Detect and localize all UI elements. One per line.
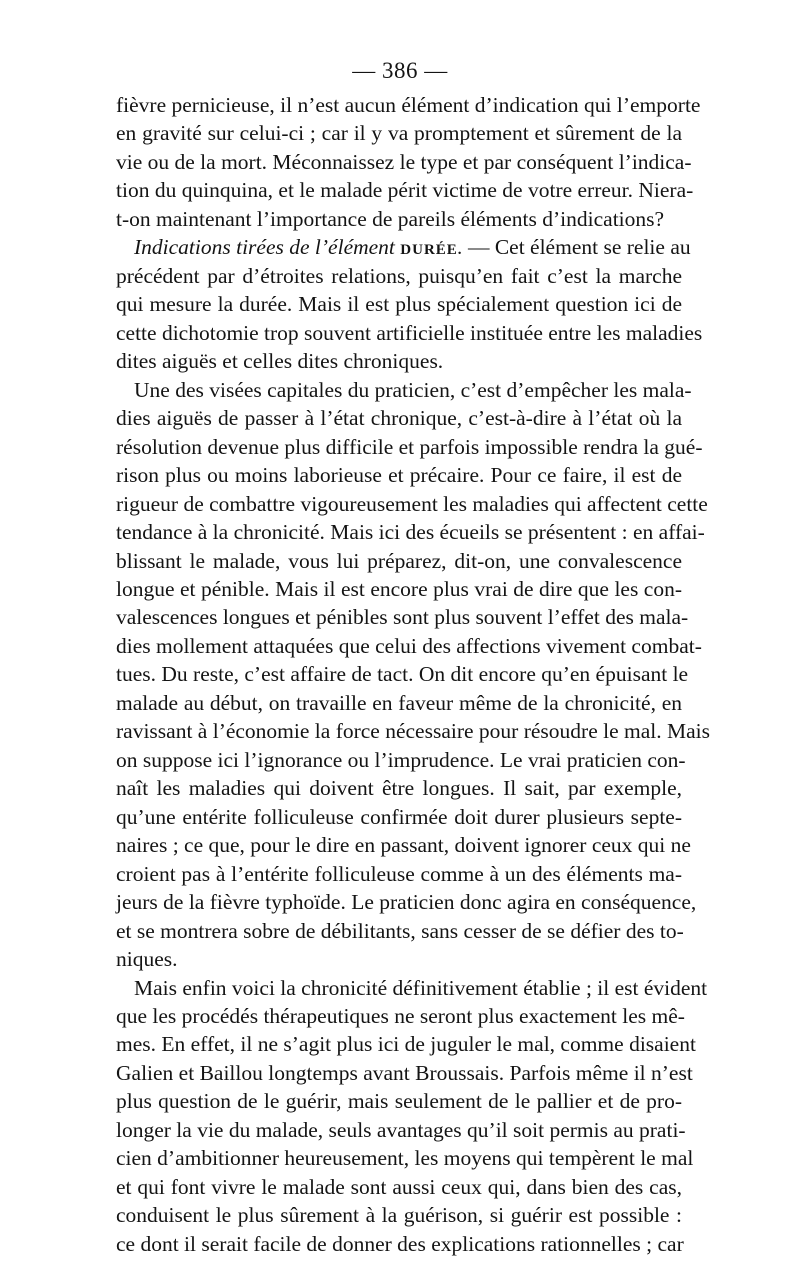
text-line: niques. (116, 947, 178, 972)
text-line: Mais enfin voici la chronicité définitivement établie ; il est évident (134, 975, 708, 1000)
text-line: Une des visées capitales du praticien, c’est d’empêcher les mala- (134, 377, 692, 402)
section-heading-keyword: DURÉE. (400, 242, 463, 259)
text-line: cette dichotomie trop souvent artificielle instituée entre les maladies (116, 320, 703, 345)
text-line: malade au début, on travaille en faveur même de la chronicité, en (116, 690, 682, 715)
section-heading-rest: — Cet élément se relie au (467, 235, 691, 260)
text-line: et qui font vivre le malade sont aussi ceux qui, dans bien des cas, (116, 1174, 682, 1199)
text-line: dies aiguës de passer à l’état chronique, c’est-à-dire à l’état où la (116, 406, 682, 431)
text-line: naît les maladies qui doivent être longues. Il sait, par exemple, (116, 776, 682, 801)
text-line: croient pas à l’entérite folliculeuse comme à un des éléments ma- (116, 861, 682, 886)
body-text (116, 91, 710, 1258)
text-line: précédent par d’étroites relations, puisqu’en fait c’est la marche (116, 263, 682, 288)
text-line: fièvre pernicieuse, il n’est aucun élément d’indication qui l’emporte (116, 93, 701, 117)
text-line: longer la vie du malade, seuls avantages qu’il soit permis au prati- (116, 1117, 686, 1142)
text-line: qui mesure la durée. Mais il est plus spécialement question ici de (116, 292, 682, 317)
text-line: et se montrera sobre de débilitants, sans cesser de se défier des to- (116, 918, 684, 943)
text-line: mes. En effet, il ne s’agit plus ici de juguler le mal, comme disaient (116, 1032, 696, 1057)
text-line: dites aiguës et celles dites chroniques. (116, 349, 444, 374)
text-line: on suppose ici l’ignorance ou l’imprudence. Le vrai praticien con- (116, 747, 686, 772)
text-line: tues. Du reste, c’est affaire de tact. On dit encore qu’en épuisant le (116, 662, 689, 687)
text-line: rison plus ou moins laborieuse et précaire. Pour ce faire, il est de (116, 463, 682, 488)
text-line: qu’une entérite folliculeuse confirmée doit durer plusieurs septe- (116, 804, 682, 829)
text-line: tendance à la chronicité. Mais ici des écueils se présentent : en affai- (116, 520, 705, 545)
text-line: en gravité sur celui-ci ; car il y va promptement et sûrement de la (116, 121, 682, 146)
page-number: — 386 — (352, 58, 448, 83)
text-line: cien d’ambitionner heureusement, les moyens qui tempèrent le mal (116, 1146, 694, 1171)
text-line: jeurs de la fièvre typhoïde. Le praticien donc agira en conséquence, (116, 890, 697, 915)
text-line: ce dont il serait facile de donner des explications rationnelles ; car (116, 1231, 684, 1256)
text-line: Galien et Baillou longtemps avant Broussais. Parfois même il n’est (116, 1060, 693, 1085)
text-line: dies mollement attaquées que celui des affections vivement combat- (116, 633, 702, 658)
text-line: tion du quinquina, et le malade périt victime de votre erreur. Niera- (116, 178, 694, 203)
text-line: blissant le malade, vous lui préparez, dit-on, une convalescence (116, 548, 682, 573)
text-line: naires ; ce que, pour le dire en passant, doivent ignorer ceux qui ne (116, 833, 691, 858)
text-line: résolution devenue plus difficile et parfois impossible rendra la gué- (116, 434, 703, 459)
text-line: valescences longues et pénibles sont plus souvent l’effet des mala- (116, 605, 689, 630)
text-line: vie ou de la mort. Méconnaissez le type et par conséquent l’indica- (116, 149, 692, 174)
text-line: t-on maintenant l’importance de pareils éléments d’indications? (116, 206, 665, 231)
section-heading-italic: Indications tirées de l’élément (134, 235, 395, 260)
text-line: plus question de le guérir, mais seulement de le pallier et de pro- (116, 1089, 682, 1114)
text-line: que les procédés thérapeutiques ne seront plus exactement les mê- (116, 1004, 685, 1028)
text-line: ravissant à l’économie la force nécessaire pour résoudre le mal. Mais (116, 719, 710, 744)
text-line: rigueur de combattre vigoureusement les maladies qui affectent cette (116, 491, 708, 516)
text-line: longue et pénible. Mais il est encore plus vrai de dire que les con- (116, 576, 682, 601)
text-line: conduisent le plus sûrement à la guérison, si guérir est possible : (116, 1203, 682, 1228)
section-heading-line (116, 233, 691, 261)
